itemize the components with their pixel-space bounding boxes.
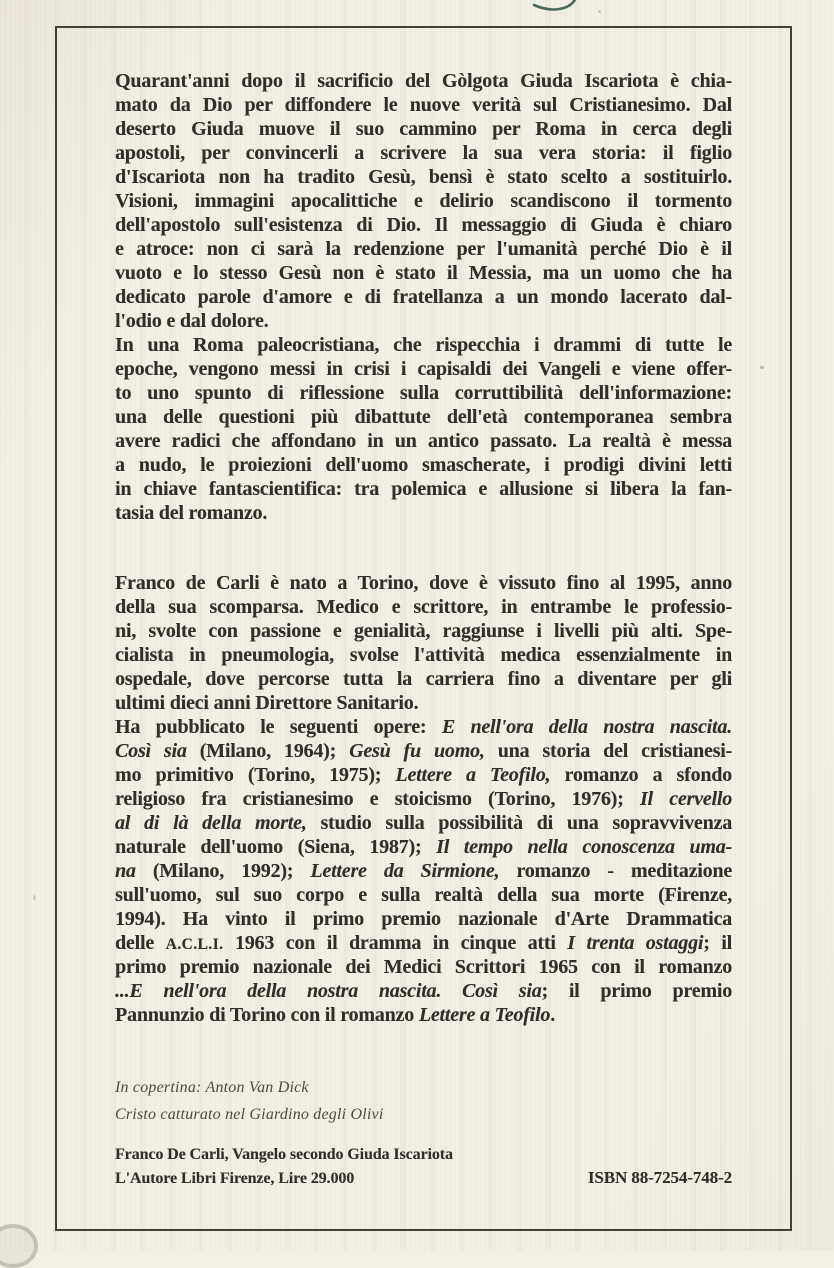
- cover-credit-line-2: Cristo catturato nel Giardino degli Olivi: [115, 1106, 384, 1123]
- text-line: vuoto e lo stesso Gesù non è stato il Messia, ma un uomo che ha: [115, 262, 732, 284]
- cover-art-credit: [115, 1074, 732, 1128]
- text-line: a nudo, le proiezioni dell'uomo smascherate, i prodigi divini letti: [115, 454, 732, 476]
- imprint-publisher: L'Autore Libri Firenze, Lire 29.000: [115, 1170, 355, 1187]
- pen-mark: [528, 0, 582, 18]
- text-line: epoche, vengono messi in crisi i capisaldi dei Vangeli e viene offer-: [115, 358, 732, 380]
- isbn: ISBN 88-7254-748-2: [587, 1168, 732, 1187]
- text-line: in chiave fantascientifica: tra polemica e allusione si libera la fan-: [115, 478, 732, 500]
- text-line: Ha pubblicato le seguenti opere: E nell'ora della nostra nascita.: [115, 716, 732, 738]
- bio-paragraph-2: [115, 715, 732, 1027]
- text-line: ni, svolte con passione e genialità, raggiunse i livelli più alti. Spe-: [115, 620, 732, 642]
- imprint-title-line: Franco De Carli, Vangelo secondo Giuda Iscariota: [115, 1146, 453, 1163]
- text-line: delle A.C.L.I. 1963 con il dramma in cinque atti I trenta ostaggi; il: [115, 932, 732, 954]
- text-line: primo premio nazionale dei Medici Scrittori 1965 con il romanzo: [115, 956, 732, 978]
- text-line: 1994). Ha vinto il primo premio nazionale d'Arte Drammatica: [115, 908, 732, 930]
- text-line: Così sia (Milano, 1964); Gesù fu uomo, una storia del cristianesi-: [115, 740, 732, 762]
- text-line: apostoli, per convincerli a scrivere la sua vera storia: il figlio: [115, 142, 732, 164]
- text-line: al di là della morte, studio sulla possibilità di una sopravvivenza: [115, 812, 732, 834]
- scan-speck: [760, 366, 764, 369]
- text-line: sull'uomo, sul suo corpo e sulla realtà della sua morte (Firenze,: [115, 884, 732, 906]
- scan-speck: [598, 10, 601, 13]
- text-line: tasia del romanzo.: [115, 502, 268, 524]
- text-line: dell'apostolo sull'esistenza di Dio. Il messaggio di Giuda è chiaro: [115, 214, 732, 236]
- scan-speck: [33, 895, 36, 900]
- cover-frame: [55, 26, 792, 1231]
- text-line: Visioni, immagini apocalittiche e delirio scandiscono il tormento: [115, 190, 732, 212]
- scan-smudge: [0, 1224, 38, 1268]
- cover-credit-line-1: In copertina: Anton Van Dick: [115, 1079, 309, 1096]
- text-line: e atroce: non ci sarà la redenzione per l'umanità perché Dio è il: [115, 238, 732, 260]
- text-line: una delle questioni più dibattute dell'età contemporanea sembra: [115, 406, 732, 428]
- author-bio-block: [115, 571, 732, 1027]
- text-line: della sua scomparsa. Medico e scrittore, in entrambe le professio-: [115, 596, 732, 618]
- text-line: ...E nell'ora della nostra nascita. Così sia; il primo premio: [115, 980, 732, 1002]
- text-line: mo primitivo (Torino, 1975); Lettere a Teofilo, romanzo a sfondo: [115, 764, 732, 786]
- text-line: Franco de Carli è nato a Torino, dove è vissuto fino al 1995, anno: [115, 572, 732, 594]
- text-line: to uno spunto di riflessione sulla corruttibilità dell'informazione:: [115, 382, 732, 404]
- text-line: ospedale, dove percorse tutta la carriera fino a diventare per gli: [115, 668, 732, 690]
- text-line: avere radici che affondano in un antico passato. La realtà è messa: [115, 430, 732, 452]
- synopsis-paragraph-2: [115, 333, 732, 525]
- text-line: d'Iscariota non ha tradito Gesù, bensì è stato scelto a sostituirlo.: [115, 166, 732, 188]
- text-line: ultimi dieci anni Direttore Sanitario.: [115, 692, 419, 714]
- text-line: l'odio e dal dolore.: [115, 310, 269, 332]
- text-line: Quarant'anni dopo il sacrificio del Gòlgota Giuda Iscariota è chia-: [115, 70, 732, 92]
- text-line: In una Roma paleocristiana, che rispecchia i drammi di tutte le: [115, 334, 732, 356]
- text-line: na (Milano, 1992); Lettere da Sirmione, romanzo - meditazione: [115, 860, 732, 882]
- text-line: mato da Dio per diffondere le nuove verità sul Cristianesimo. Dal: [115, 94, 732, 116]
- text-line: religioso fra cristianesimo e stoicismo (Torino, 1976); Il cervello: [115, 788, 732, 810]
- text-line: dedicato parole d'amore e di fratellanza a un mondo lacerato dal-: [115, 286, 732, 308]
- synopsis-paragraph-1: [115, 69, 732, 333]
- synopsis-block: [115, 69, 732, 525]
- text-line: Pannunzio di Torino con il romanzo Lettere a Teofilo.: [115, 1004, 556, 1026]
- text-line: deserto Giuda muove il suo cammino per Roma in cerca degli: [115, 118, 732, 140]
- imprint-block: [115, 1143, 732, 1190]
- imprint-publisher-row: [115, 1166, 732, 1190]
- text-line: naturale dell'uomo (Siena, 1987); Il tempo nella conoscenza uma-: [115, 836, 732, 858]
- bio-paragraph-1: [115, 571, 732, 715]
- text-line: cialista in pneumologia, svolse l'attività medica essenzialmente in: [115, 644, 732, 666]
